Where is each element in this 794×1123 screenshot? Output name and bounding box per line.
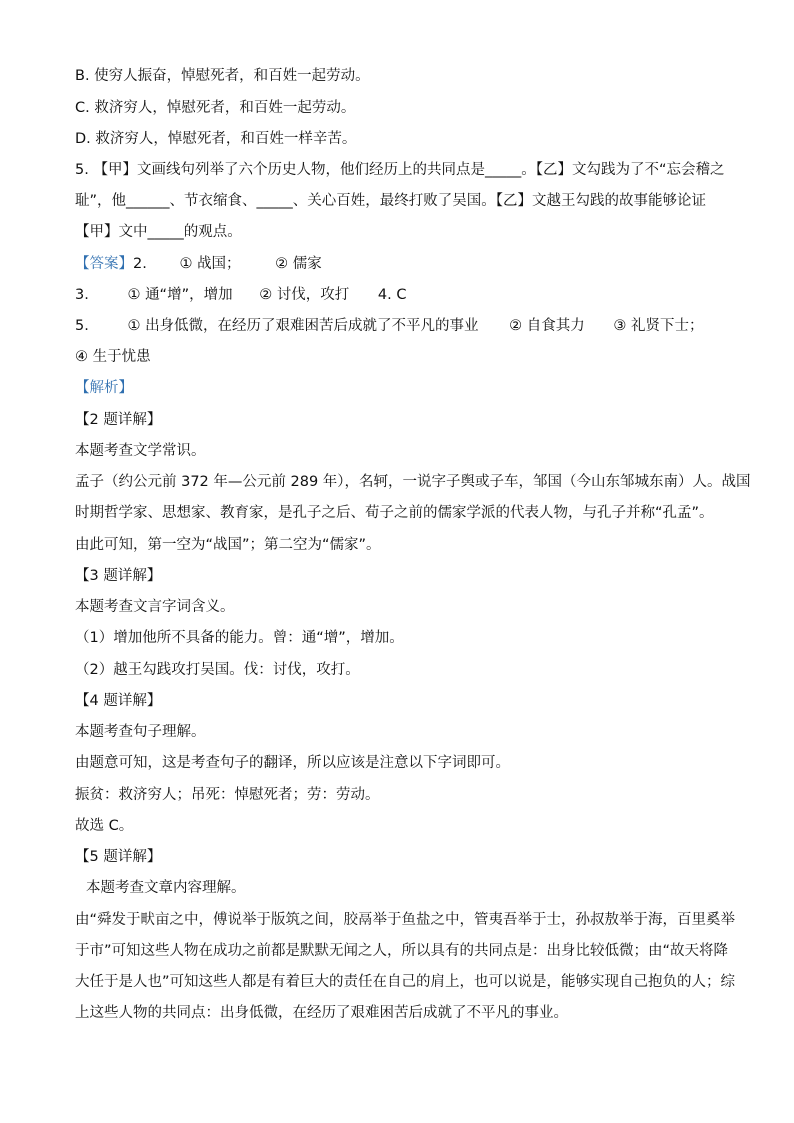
circled-1-icon: ① [179, 256, 193, 272]
answer-5-blank-1: 出身低微，在经历了艰难困苦后成就了不平凡的事业 [145, 318, 479, 334]
circled-2-icon: ② [275, 256, 289, 272]
section-4-line-4: 故选 C。 [75, 818, 134, 834]
section-2-title: 【2 题详解】 [75, 412, 162, 428]
answer-label: 【答案】 [75, 256, 133, 272]
option-b: B. 使穷人振奋，悼慰死者，和百姓一起劳动。 [75, 68, 370, 84]
circled-3-icon: ③ [613, 318, 627, 334]
section-5-line-4: 大任于是人也”可知这些人都是有着巨大的责任在自己的肩上，也可以说是，能够实现自己抱负的人；综 [75, 974, 736, 990]
circled-1-icon: ① [127, 287, 141, 303]
analysis-label: 【解析】 [75, 380, 133, 396]
section-4-title: 【4 题详解】 [75, 693, 162, 709]
section-5-title: 【5 题详解】 [75, 849, 162, 865]
question-5-line-2: 耻”，他______、节衣缩食、_____、关心百姓，最终打败了吴国。【乙】文越王勾践的故事能够论证 [75, 193, 707, 209]
section-5-line-5: 上这些人物的共同点：出身低微，在经历了艰难困苦后成就了不平凡的事业。 [75, 1005, 568, 1021]
answer-5-blank-3: 礼贤下士； [631, 318, 704, 334]
answer-line-1 [75, 254, 725, 274]
answer-line-4 [75, 347, 725, 367]
answer-5-blank-4: 生于忧患 [92, 349, 151, 365]
option-c: C. 救济穷人，悼慰死者，和百姓一起劳动。 [75, 100, 356, 116]
section-3-title: 【3 题详解】 [75, 568, 162, 584]
section-3-line-2: （1）增加他所不具备的能力。曾：通“增”，增加。 [75, 630, 404, 646]
answer-line-3 [75, 316, 725, 336]
section-5-line-2: 由“舜发于畎亩之中，傅说举于版筑之间，胶鬲举于鱼盐之中，管夷吾举于士，孙叔敖举于海，百里奚举 [75, 912, 736, 928]
answer-line-2 [75, 285, 725, 305]
circled-2-icon: ② [509, 318, 523, 334]
answer-2-blank-1: 战国； [197, 256, 241, 272]
circled-4-icon: ④ [75, 349, 88, 365]
section-2-line-4: 由此可知，第一空为“战国”；第二空为“儒家”。 [75, 537, 381, 553]
section-4-line-1: 本题考查句子理解。 [75, 724, 206, 740]
section-4-line-2: 由题意可知，这是考查句子的翻译，所以应该是注意以下字词即可。 [75, 755, 510, 771]
section-3-line-3: （2）越王勾践攻打吴国。伐：讨伐，攻打。 [75, 662, 360, 678]
section-4-line-3: 振贫：救济穷人；吊死：悼慰死者；劳：劳动。 [75, 787, 380, 803]
section-3-line-1: 本题考查文言字词含义。 [75, 599, 235, 615]
answer-2-number: 2. [133, 256, 147, 272]
section-5-line-3: 于市”可知这些人物在成功之前都是默默无闻之人，所以具有的共同点是：出身比较低微；由“故天将降 [75, 943, 729, 959]
answer-4: 4. C [377, 287, 407, 303]
option-d: D. 救济穷人，悼慰死者，和百姓一样辛苦。 [75, 131, 357, 147]
answer-3-number: 3. [75, 287, 89, 303]
section-2-line-3: 时期哲学家、思想家、教育家，是孔子之后、荀子之前的儒家学派的代表人物，与孔子并称“孔孟”。 [75, 505, 714, 521]
answer-3-blank-2: 讨伐，攻打 [276, 287, 350, 303]
circled-2-icon: ② [259, 287, 273, 303]
circled-1-icon: ① [127, 318, 141, 334]
section-2-line-2: 孟子（约公元前 372 年—公元前 289 年），名轲，一说字子舆或子车，邹国（今山东邹城东南）人。战国 [75, 474, 751, 490]
section-5-line-1: 本题考查文章内容理解。 [86, 880, 246, 896]
question-5-line-1: 5. 【甲】文画线句列举了六个历史人物，他们经历上的共同点是_____。【乙】文勾践为了不“忘会稽之 [75, 162, 725, 178]
section-2-line-1: 本题考查文学常识。 [75, 443, 206, 459]
answer-5-number: 5. [75, 318, 89, 334]
answer-2-blank-2: 儒家 [292, 256, 322, 272]
answer-3-blank-1: 通“增”，增加 [145, 287, 233, 303]
answer-5-blank-2: 自食其力 [526, 318, 585, 334]
question-5-line-3: 【甲】文中_____的观点。 [75, 224, 242, 240]
